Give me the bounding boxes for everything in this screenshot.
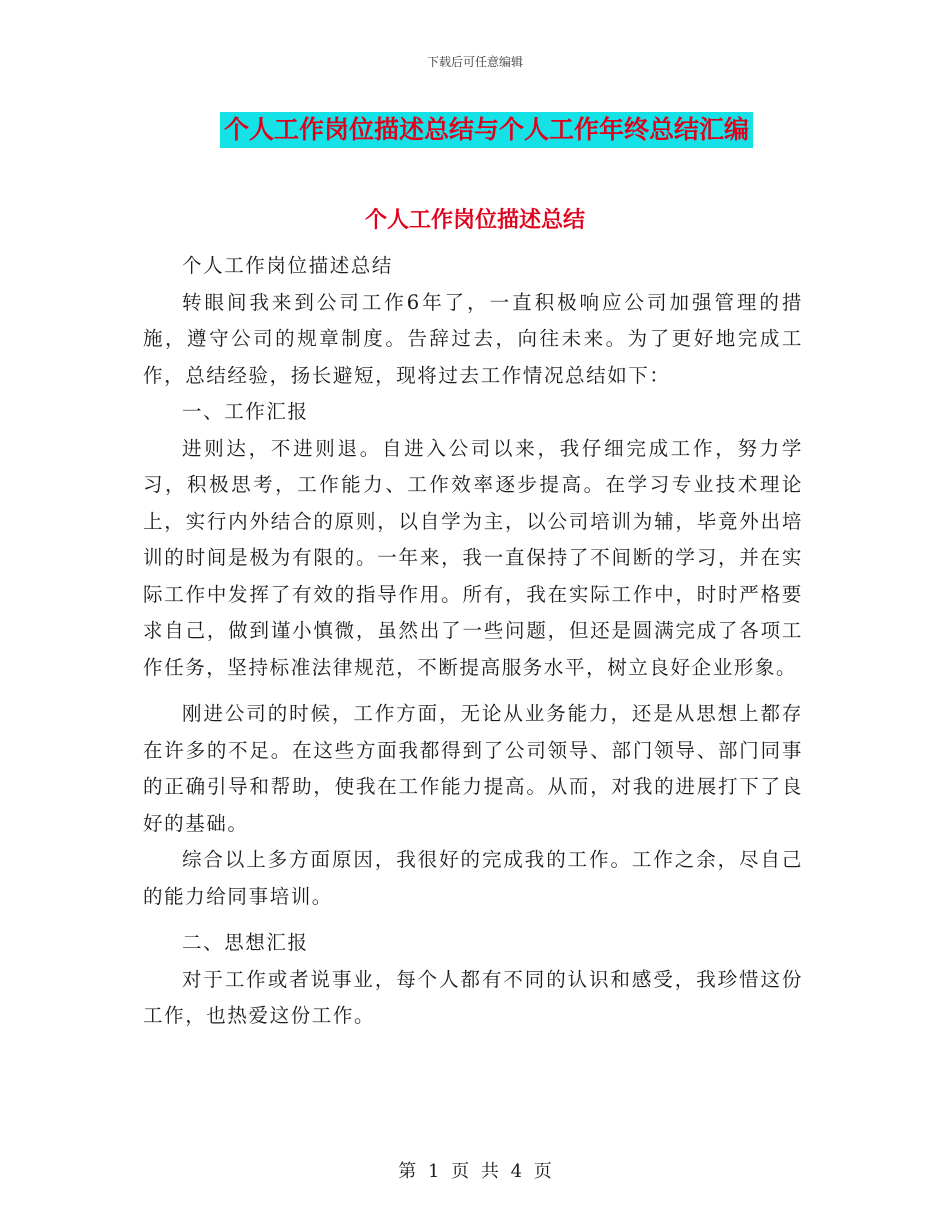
paragraph-work-1: 进则达，不进则退。自进入公司以来，我仔细完成工作，努力学习，积极思考，工作能力、工作效率逐步提高。在学习专业技术理论上，实行内外结合的原则，以自学为主，以公司培训为辅，毕竟外出培训的时间是极为有限的。一年来，我一直保持了不间断的学习，并在实际工作中发挥了有效的指导作用。所有，我在实际工作中，时时严格要求自己，做到谨小慎微，虽然出了一些问题，但还是圆满完成了各项工作任务，坚持标准法律规范，不断提高服务水平，树立良好企业形象。 — [143, 436, 803, 679]
paragraph-intro: 转眼间我来到公司工作6年了，一直积极响应公司加强管理的措施，遵守公司的规章制度。告辞过去，向往未来。为了更好地完成工作，总结经验，扬长避短，现将过去工作情况总结如下： — [143, 290, 803, 387]
header-note: 下载后可任意编辑 — [426, 55, 523, 69]
page-footer: 第 1 页 共 4 页 — [398, 1161, 552, 1182]
heading-thought-report: 二、思想汇报 — [182, 931, 309, 954]
paragraph-thought-1: 对于工作或者说事业，每个人都有不同的认识和感受，我珍惜这份工作，也热爱这份工作。 — [143, 967, 803, 1027]
heading-work-report: 一、工作汇报 — [182, 400, 309, 423]
paragraph-work-3: 综合以上多方面原因，我很好的完成我的工作。工作之余，尽自己的能力给同事培训。 — [143, 848, 803, 908]
paragraph-subtitle: 个人工作岗位描述总结 — [182, 254, 394, 277]
section-title: 个人工作岗位描述总结 — [364, 207, 585, 233]
document-title: 个人工作岗位描述总结与个人工作年终总结汇编 — [220, 112, 753, 148]
body-text — [143, 248, 803, 1035]
paragraph-work-2: 刚进公司的时候，工作方面，无论从业务能力，还是从思想上都存在许多的不足。在这些方面我都得到了公司领导、部门领导、部门同事的正确引导和帮助，使我在工作能力提高。从而，对我的进展打下了良好的基础。 — [143, 702, 803, 835]
